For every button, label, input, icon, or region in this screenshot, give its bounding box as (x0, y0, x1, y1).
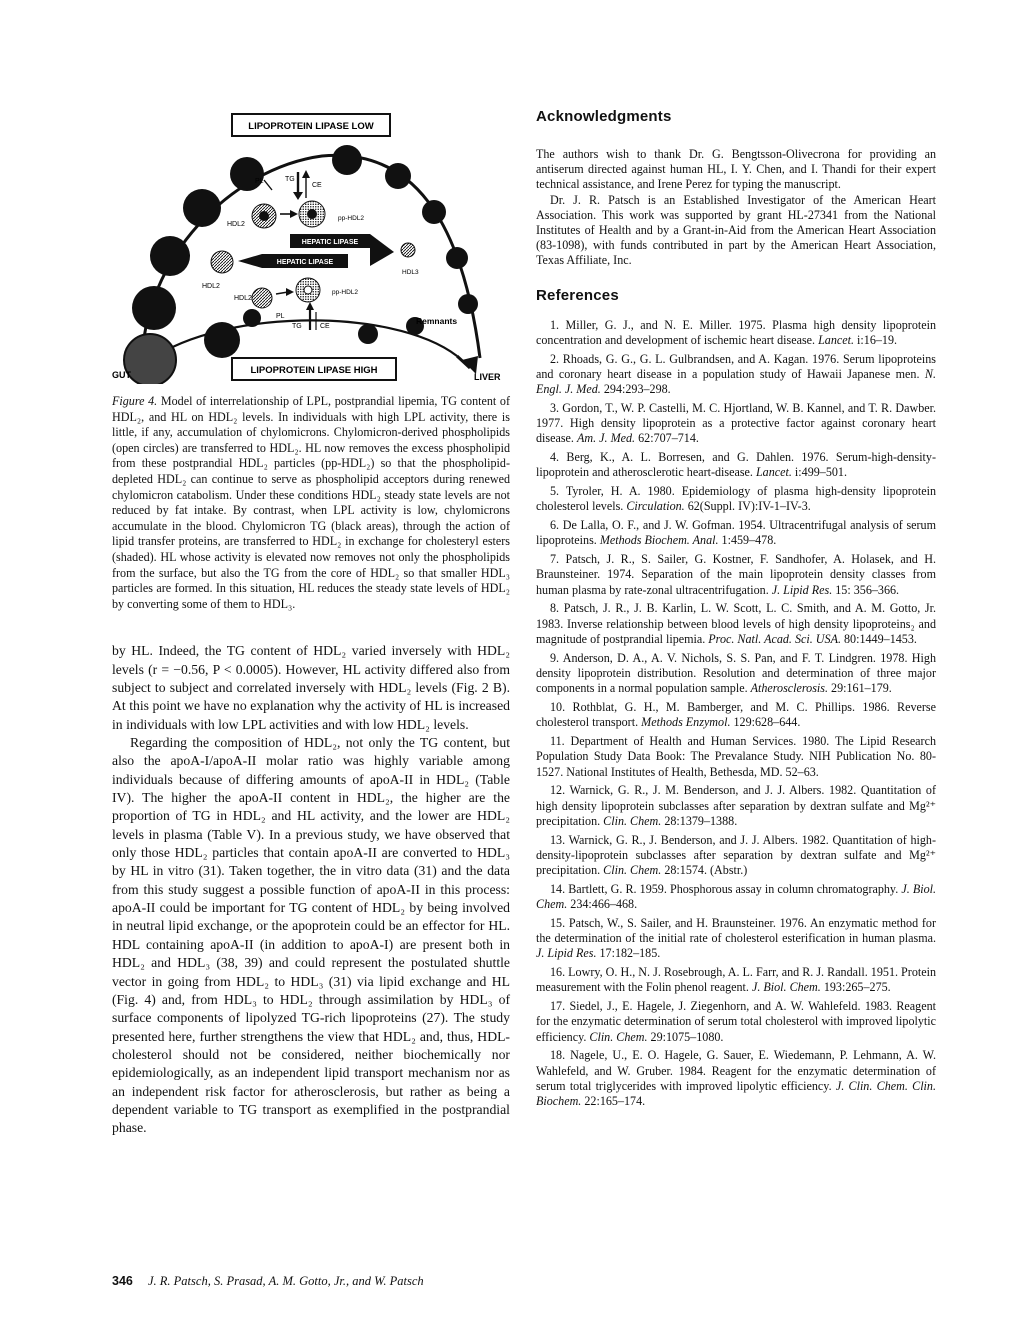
page-number: 346 (112, 1274, 133, 1288)
reference-item: 15. Patsch, W., S. Sailer, and H. Braunsteiner. 1976. An enzymatic method for the determination of the initial rate of cholesterol esterification in human plasma. J. Lipid Res. 17:182–185. (536, 915, 936, 961)
body-text (112, 642, 510, 1137)
acknowledgments-section (536, 147, 936, 269)
chylomicron-circle (243, 309, 261, 327)
reference-item: 18. Nagele, U., E. O. Hagele, G. Sauer, E. Wiedemann, P. Lehmann, A. W. Wahlefeld, and W. Gruber. 1984. Reagent for the enzymatic determination of serum total triglycerides with improved lipolytic efficiency. J. Clin. Chem. Clin. Biochem. 22:165–174. (536, 1048, 936, 1109)
gut-label: GUT (112, 370, 131, 380)
chylomicron-circle (458, 294, 478, 314)
chylomicron-circle (385, 163, 411, 189)
hdl2-label: HDL2 (227, 221, 245, 228)
gut-circle (124, 334, 176, 384)
hdl2-particle (211, 251, 233, 273)
acknowledgments-paragraph-2: Dr. J. R. Patsch is an Established Investigator of the American Heart Association. This work was supported by grant HL-27341 from the National Institutes of Health and by a Grant-in-Aid from the American Heart Association (83-1098), with funds contributed in part by the American Heart Association, Texas Affiliate, Inc. (536, 192, 936, 268)
left-column (112, 108, 510, 1138)
hdl2-particle (252, 288, 272, 308)
reference-item: 1. Miller, G. J., and N. E. Miller. 1975. Plasma high density lipoprotein concentration and development of ischemic heart disease. Lancet. i:16–19. (536, 317, 936, 347)
reference-item: 14. Bartlett, G. R. 1959. Phosphorous assay in column chromatography. J. Biol. Chem. 234:466–468. (536, 881, 936, 912)
right-arrow-icon-2 (286, 288, 294, 296)
figure-4 (112, 108, 510, 384)
reference-item: 9. Anderson, D. A., A. V. Nichols, S. S. Pan, and F. T. Lindgren. 1978. High density lipoprotein distribution. Resolution and determination of three major components in a normal population sample. Atherosclerosis. 29:161–179. (536, 650, 936, 696)
chylomicron-circle (230, 157, 264, 191)
reference-item: 5. Tyroler, H. A. 1980. Epidemiology of plasma high-density lipoprotein cholesterol levels. Circulation. 62(Suppl. IV):IV-1–IV-3. (536, 484, 936, 514)
right-column (536, 108, 936, 1113)
hl-arrow-right-icon (370, 234, 394, 266)
reference-item: 10. Rothblat, G. H., M. Bamberger, and M. C. Phillips. 1986. Reverse cholesterol transport. Methods Enzymol. 129:628–644. (536, 699, 936, 730)
acknowledgments-paragraph-1: The authors wish to thank Dr. G. Bengtsson-Olivecrona for providing an antiserum directed against human HL, I. Y. Chen, and I. Thandi for their expert technical assistance, and Irene Perez for typing the manuscript. (536, 147, 936, 192)
running-authors: J. R. Patsch, S. Prasad, A. M. Gotto, Jr., and W. Patsch (147, 1274, 424, 1288)
chylomicron-circle (446, 247, 468, 269)
hl-arrow-left-icon (238, 254, 262, 268)
ce-up-arrow-icon (302, 170, 310, 178)
chylomicron-circle (150, 236, 190, 276)
chylomicron-circle (358, 324, 378, 344)
chylomicron-circle (204, 322, 240, 358)
reference-item: 8. Patsch, J. R., J. B. Karlin, L. W. Scott, L. C. Smith, and A. M. Gotto, Jr. 1983. Inverse relationship between blood levels of high density lipoproteins₂ and magnitude of postprandial lipemia. Proc. Natl. Acad. Sci. USA. 80:1449–1453. (536, 601, 936, 646)
reference-item: 6. De Lalla, O. F., and J. W. Gofman. 1954. Ultracentrifugal analysis of serum lipoproteins. Methods Biochem. Anal. 1:459–478. (536, 518, 936, 548)
lpl-high-label: LIPOPROTEIN LIPASE HIGH (250, 365, 378, 376)
hepatic-lipase-lower-label: HEPATIC LIPASE (276, 259, 334, 266)
right-arrow-icon (290, 210, 298, 218)
hdl3-label: HDL3 (402, 269, 419, 276)
references-list (536, 318, 936, 1110)
figure-caption-text: Model of interrelationship of LPL, postprandial lipemia, TG content of HDL₂, and HL on HDL₂ levels. In individuals with high LPL activity, there is little, if any, accumulation of chylomicrons. Chylomicron-derived phospholipids (open circles) are transferred to HDL₂. HL now removes the excess phospholipid from these postprandial HDL₂ particles (pp-HDL₂) so that the phospholipid-depleted HDL₂ can continue to serve as phospholipid acceptors during renewed chylomicron catabolism. Under these conditions HDL₂ steady state levels are not reduced by fat intake. By contrast, when LPL activity is low, chylomicrons accumulate in the blood. Chylomicron TG (black areas), through the action of lipid transfer proteins, are transferred to HDL₂ in exchange for cholesteryl esters (shaded). HL whose activity is elevated now removes not only the phospholipids from the surface, but also the TG from the core of HDL₂ so that smaller HDL₃ particles are formed. In this situation, HL reduces the steady state levels of HDL₂ by converting some of them to HDL₃. (112, 394, 510, 611)
reference-item: 13. Warnick, G. R., J. Benderson, and J. J. Albers. 1982. Quantitation of high-density-lipoprotein subclasses after separation by dextran sulfate and Mg²⁺ precipitation. Clin. Chem. 28:1574. (Abstr.) (536, 832, 936, 878)
body-paragraph-1: by HL. Indeed, the TG content of HDL₂ varied inversely with HDL₂ levels (r = −0.56, P < 0.0005). However, HL activity differed also from subject to subject and correlated inversely with HDL₂ levels (Fig. 2 B). At this point we have no explanation why the activity of HL is increased in individuals with low LPL activities and with low HDL₂ levels. (112, 643, 510, 732)
page-footer (112, 1274, 424, 1289)
body-paragraph-2: Regarding the composition of HDL₂, not only the TG content, but also the apoA-I/apoA-II molar ratio was highly variable among individuals because of differing amounts of apoA-II in HDL₂ (Table IV). The higher the apoA-II content in HDL₂, the higher are the proportion of TG in HDL₂ and HL activity, and the lower are HDL₂ levels in plasma (Table V). In a previous study, we have observed that only those HDL₂ particles that contain apoA-II are converted to HDL₃ by HL in vitro (31). Taken together, the in vitro data (31) and the data from this study suggest a possible function of apoA-II in this process: apoA-II could be important for TG content of HDL₂ by being involved in neutral lipid exchange, or the apoprotein could be an effector for HL. HDL containing apoA-II (in addition to apoA-I) are present both in HDL₂ and HDL₃ (38, 39) and could represent the postulated shuttle vector in going from HDL₂ to HDL₃ (31) via lipid exchange and HL (Fig. 4) and, from HDL₃ to HDL₂ through assimilation by HDL₃ of surface components of lipolyzed TG-rich lipoproteins (27). The study presented here, further strengthens the view that HDL₂ and, thus, HDL-cholesterol should not be considered, neither biochemically nor epidemiologically, as an independent lipid transport mechanism nor as an independent risk factor for atherosclerosis, but rather as being a dependent variable to TG transport as exemplified in the postprandial phase. (112, 735, 510, 1136)
chylomicron-circle (132, 286, 176, 330)
remnants-label: Remnants (416, 316, 458, 326)
figure-caption-label: Figure 4. (112, 394, 158, 408)
hdl2-label-3: HDL2 (234, 295, 252, 302)
reference-item: 2. Rhoads, G. G., G. L. Gulbrandsen, and A. Kagan. 1976. Serum lipoproteins and coronary heart disease in a population study of Hawaii Japanese men. N. Engl. J. Med. 294:293–298. (536, 351, 936, 397)
reference-item: 17. Siedel, J., E. Hagele, J. Ziegenhorn, and A. W. Wahlefeld. 1983. Reagent for the enzymatic determination of serum total cholesterol with improved lipolytic efficiency. Clin. Chem. 29:1075–1080. (536, 999, 936, 1044)
reference-item: 3. Gordon, T., W. P. Castelli, M. C. Hjortland, W. B. Kannel, and T. R. Dawber. 1977. High density lipoprotein as a protective factor against coronary heart disease. Am. J. Med. 62:707–714. (536, 400, 936, 446)
chylomicron-circle (332, 145, 362, 175)
reference-item: 7. Patsch, J. R., S. Sailer, G. Kostner, F. Sandhofer, A. Holasek, and H. Braunsteiner. 1974. Separation of the main lipoprotein density classes from human plasma by rate-zonal ultracentrifugation. J. Lipid Res. 15: 356–366. (536, 552, 936, 597)
pl-lower-label: PL (276, 313, 285, 320)
acknowledgments-heading: Acknowledgments (536, 108, 672, 125)
hdl2-label-2: HDL2 (202, 283, 220, 290)
figure-4-diagram (112, 108, 510, 384)
tg-up-arrow-icon (306, 302, 314, 310)
tg-lower-label: TG (292, 323, 302, 330)
lpl-low-label: LIPOPROTEIN LIPASE LOW (248, 121, 374, 132)
chylomicron-circle (183, 189, 221, 227)
reference-item: 12. Warnick, G. R., J. M. Benderson, and J. J. Albers. 1982. Quantitation of high density lipoprotein subclasses after separation by dextran sulfate and Mg²⁺ precipitation. Clin. Chem. 28:1379–1388. (536, 783, 936, 828)
tg-upper-label: TG (285, 176, 295, 183)
reference-item: 16. Lowry, O. H., N. J. Rosebrough, A. L. Farr, and R. J. Randall. 1951. Protein measurement with the Folin phenol reagent. J. Biol. Chem. 193:265–275. (536, 965, 936, 995)
hdl3-particle (401, 243, 415, 257)
hepatic-lipase-upper-label: HEPATIC LIPASE (301, 239, 359, 246)
ce-lower-label: CE (320, 323, 330, 330)
reference-item: 4. Berg, K., A. L. Borresen, and G. Dahlen. 1976. Serum-high-density-lipoprotein and atherosclerotic heart-disease. Lancet. i:499–501. (536, 450, 936, 480)
pl-upper-label: PL (255, 178, 264, 185)
tg-down-arrow-icon (293, 192, 303, 200)
chylomicron-circle (422, 200, 446, 224)
ce-upper-label: CE (312, 182, 322, 189)
pp-hdl2-lower-label: pp-HDL2 (332, 289, 359, 296)
liver-label: LIVER (474, 372, 501, 382)
figure-caption (112, 394, 510, 612)
reference-item: 11. Department of Health and Human Services. 1980. The Lipid Research Population Study Data Book: The Prevalance Study. NIH Publication No. 80-1527. National Institutes of Health, Bethesda, MD. 52–63. (536, 733, 936, 779)
references-heading: References (536, 286, 619, 304)
pp-hdl2-upper-label: pp-HDL2 (338, 215, 365, 222)
